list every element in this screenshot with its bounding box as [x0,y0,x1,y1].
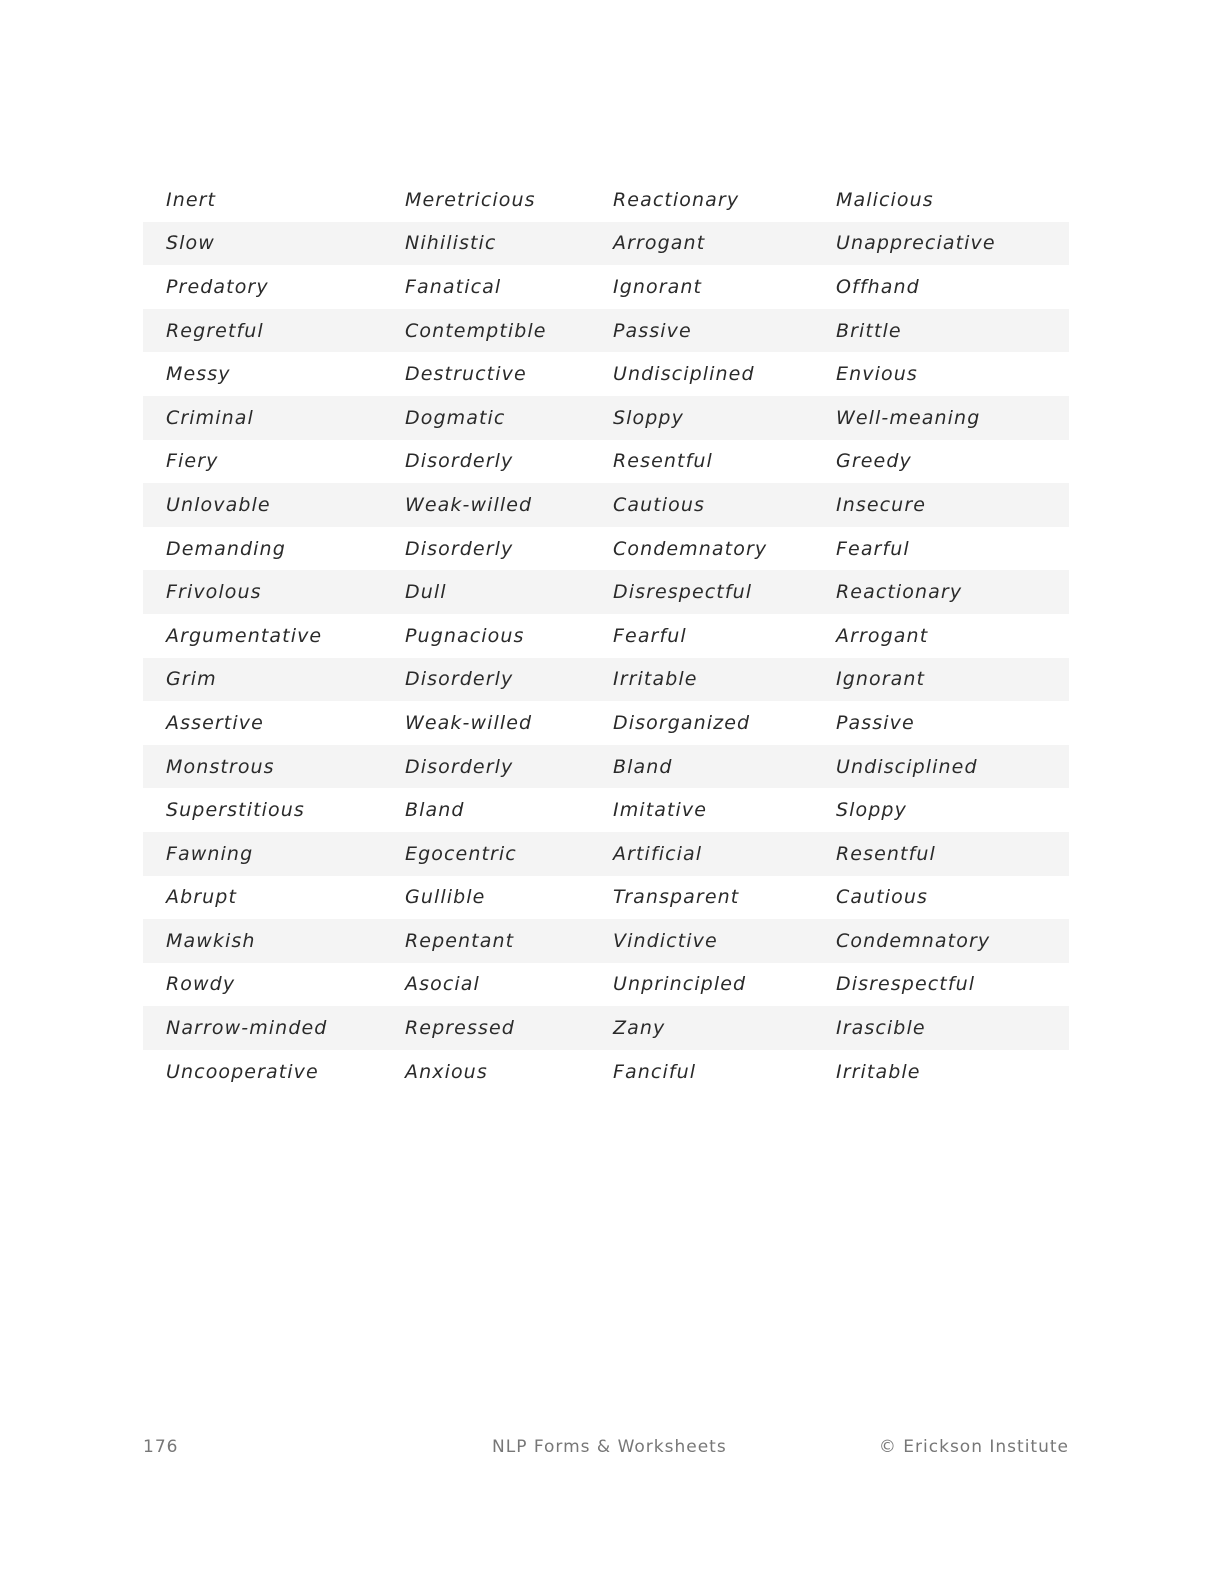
table-cell: Malicious [836,188,934,211]
table-cell: Slow [166,232,215,255]
table-cell: Destructive [405,363,527,386]
table-cell: Irascible [836,1017,926,1040]
table-cell: Disrespectful [836,973,976,996]
table-row [143,570,1069,614]
table-cell: Repressed [405,1017,515,1040]
table-cell: Greedy [836,450,912,473]
table-row [143,658,1069,702]
table-row [143,614,1069,658]
table-cell: Monstrous [166,755,275,778]
table-cell: Passive [613,319,692,342]
table-row [143,832,1069,876]
table-row [143,309,1069,353]
table-cell: Fanciful [613,1060,697,1083]
table-cell: Weak-willed [405,711,533,734]
table-row [143,265,1069,309]
table-cell: Envious [836,363,918,386]
table-cell: Fawning [166,842,254,865]
table-cell: Arrogant [613,232,706,255]
table-cell: Contemptible [405,319,547,342]
page-footer [143,1437,1069,1459]
table-cell: Mawkish [166,929,256,952]
page-number: 176 [143,1437,179,1457]
table-row [143,527,1069,571]
table-cell: Undisciplined [836,755,978,778]
table-row [143,440,1069,484]
table-row [143,963,1069,1007]
table-cell: Bland [613,755,673,778]
table-cell: Insecure [836,493,927,516]
table-cell: Superstitious [166,799,305,822]
table-cell: Passive [836,711,915,734]
table-row [143,396,1069,440]
table-cell: Frivolous [166,581,262,604]
table-cell: Inert [166,188,217,211]
table-cell: Sloppy [613,406,684,429]
table-row [143,876,1069,920]
table-cell: Brittle [836,319,902,342]
table-cell: Repentant [405,929,515,952]
table-cell: Vindictive [613,929,718,952]
table-cell: Dull [405,581,447,604]
table-row [143,1006,1069,1050]
table-cell: Disorderly [405,755,514,778]
table-cell: Egocentric [405,842,517,865]
table-cell: Disorderly [405,450,514,473]
table-cell: Regretful [166,319,264,342]
table-cell: Asocial [405,973,480,996]
table-cell: Fanatical [405,275,502,298]
adjective-table [143,178,1069,1093]
table-row [143,1050,1069,1094]
table-cell: Narrow-minded [166,1017,328,1040]
table-cell: Sloppy [836,799,907,822]
table-cell: Ignorant [836,668,926,691]
table-cell: Grim [166,668,217,691]
table-cell: Irritable [613,668,698,691]
table-row [143,483,1069,527]
table-cell: Disorderly [405,537,514,560]
table-cell: Meretricious [405,188,536,211]
table-cell: Reactionary [613,188,740,211]
table-row [143,178,1069,222]
table-cell: Resentful [836,842,936,865]
table-row [143,788,1069,832]
table-cell: Condemnatory [836,929,991,952]
table-cell: Fearful [613,624,687,647]
table-cell: Fiery [166,450,219,473]
table-cell: Disorganized [613,711,751,734]
table-cell: Cautious [613,493,706,516]
table-row [143,222,1069,266]
table-cell: Dogmatic [405,406,506,429]
table-cell: Abrupt [166,886,238,909]
table-cell: Bland [405,799,465,822]
table-row [143,352,1069,396]
table-cell: Offhand [836,275,920,298]
table-cell: Cautious [836,886,929,909]
table-cell: Uncooperative [166,1060,319,1083]
table-cell: Transparent [613,886,740,909]
table-cell: Undisciplined [613,363,755,386]
table-cell: Disrespectful [613,581,753,604]
table-cell: Anxious [405,1060,488,1083]
table-cell: Demanding [166,537,286,560]
table-cell: Disorderly [405,668,514,691]
table-row [143,701,1069,745]
table-row [143,745,1069,789]
table-cell: Criminal [166,406,254,429]
table-cell: Ignorant [613,275,703,298]
table-cell: Messy [166,363,231,386]
table-cell: Argumentative [166,624,323,647]
table-cell: Assertive [166,711,264,734]
table-cell: Resentful [613,450,713,473]
copyright-notice: © Erickson Institute [878,1437,1069,1457]
table-cell: Condemnatory [613,537,768,560]
table-cell: Predatory [166,275,269,298]
table-cell: Artificial [613,842,703,865]
table-cell: Arrogant [836,624,929,647]
table-cell: Zany [613,1017,666,1040]
table-cell: Gullible [405,886,486,909]
table-cell: Irritable [836,1060,921,1083]
table-cell: Fearful [836,537,910,560]
table-cell: Unprincipled [613,973,747,996]
document-title: NLP Forms & Worksheets [492,1437,727,1457]
table-cell: Well-meaning [836,406,981,429]
table-cell: Imitative [613,799,708,822]
table-cell: Reactionary [836,581,963,604]
table-cell: Unappreciative [836,232,996,255]
table-cell: Nihilistic [405,232,497,255]
table-row [143,919,1069,963]
table-cell: Weak-willed [405,493,533,516]
table-cell: Rowdy [166,973,236,996]
table-cell: Pugnacious [405,624,525,647]
table-cell: Unlovable [166,493,271,516]
